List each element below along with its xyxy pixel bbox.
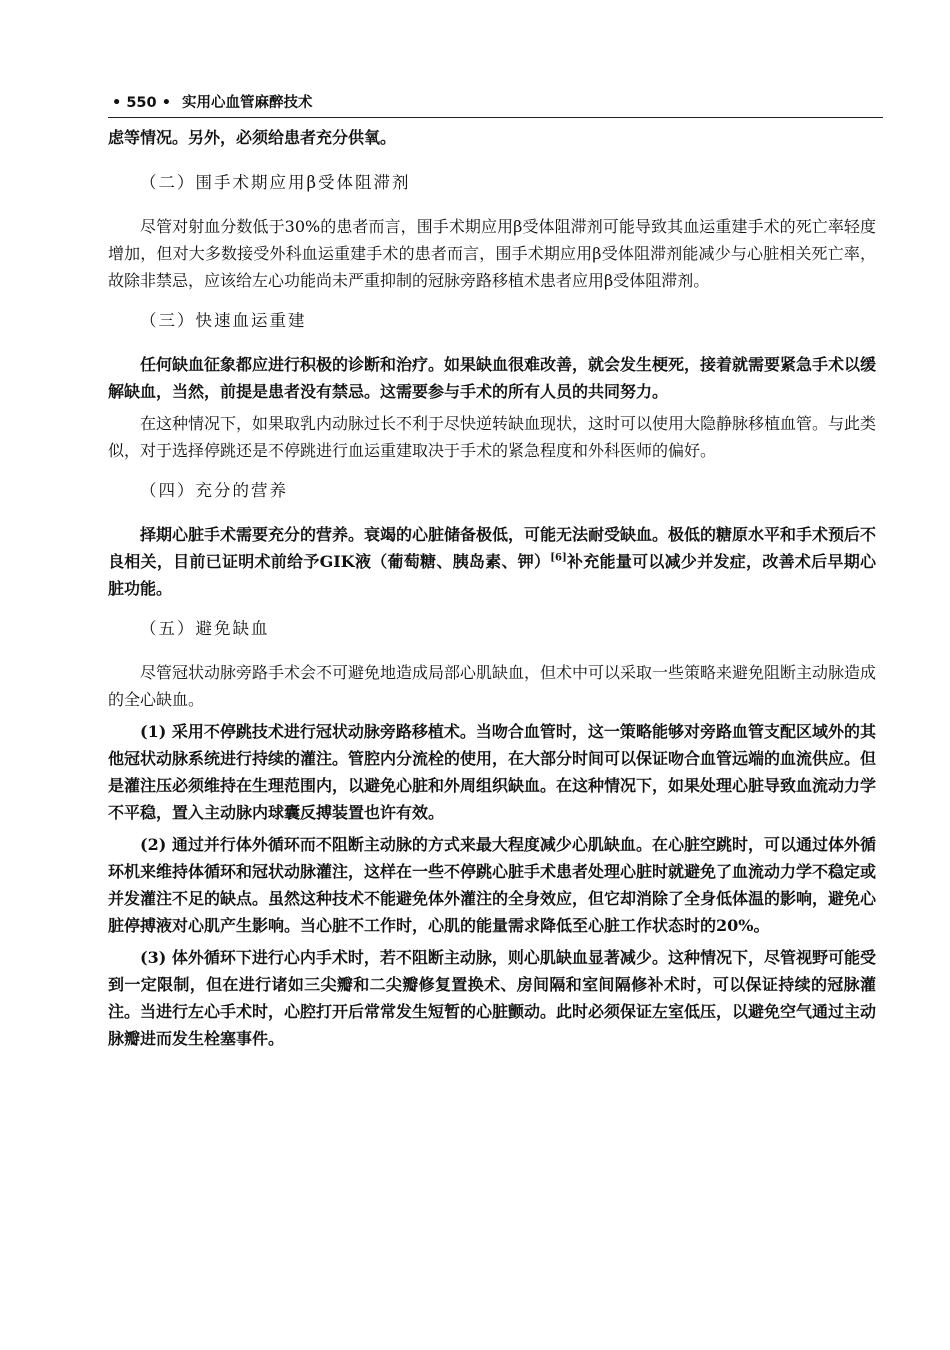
paragraph-item-1: (1) 采用不停跳技术进行冠状动脉旁路移植术。当吻合血管时，这一策略能够对旁路血管支配区域外的其他冠状动脉系统进行持续的灌注。管腔内分流栓的使用，在大部分时间可以保证吻合血管远端的血流供应。但是灌注压必须维持在生理范围内，以避免心脏和外周组织缺血。在这种情况下，如果处理心脏导致血流动力学不平稳，置入主动脉内球囊反搏装置也许有效。 bbox=[108, 722, 877, 822]
paragraph-item-3: (3) 体外循环下进行心内手术时，若不阻断主动脉，则心肌缺血显著减少。这种情况下，尽管视野可能受到一定限制，但在进行诸如三尖瓣和二尖瓣修复置换术、房间隔和室间隔修补术时，可以保证持续的冠脉灌注。当进行左心手术时，心腔打开后常常发生短暂的心脏颤动。此时必须保证左室低压，以避免空气通过主动脉瓣进而发生栓塞事件。 bbox=[108, 948, 877, 1048]
section-heading-3: （三）快速血运重建 bbox=[140, 311, 307, 330]
paragraph-ischemia-treatment: 任何缺血征象都应进行积极的诊断和治疗。如果缺血很难改善，就会发生梗死，接着就需要紧急手术以缓解缺血，当然，前提是患者没有禁忌。这需要参与手术的所有人员的共同努力。 bbox=[108, 355, 877, 401]
section-heading-5: （五）避免缺血 bbox=[140, 619, 270, 638]
bullet-right: • bbox=[161, 95, 171, 111]
page-number: 550 bbox=[126, 95, 157, 111]
section-heading-4: （四）充分的营养 bbox=[140, 481, 288, 500]
citation-ref: [6] bbox=[550, 552, 567, 564]
paragraph-item-2: (2) 通过并行体外循环而不阻断主动脉的方式来最大程度减少心肌缺血。在心脏空跳时，可以通过体外循环机来维持体循环和冠状动脉灌注，这样在一些不停跳心脏手术患者处理心脏时就避免了血流动力学不稳定或并发灌注不足的缺点。虽然这种技术不能避免体外灌注的全身效应，但它却消除了全身低体温的影响，避免心脏停搏液对心肌产生影响。当心脏不工作时，心肌的能量需求降低至心脏工作状态时的20%。 bbox=[108, 835, 877, 935]
running-header bbox=[112, 91, 882, 112]
page-body bbox=[108, 124, 876, 1057]
paragraph-nutrition bbox=[108, 521, 876, 602]
paragraph-beta-blockers: 尽管对射血分数低于30%的患者而言，围手术期应用β受体阻滞剂可能导致其血运重建手术的死亡率轻度增加，但对大多数接受外科血运重建手术的患者而言，围手术期应用β受体阻滞剂能减少与心脏相关死亡率，故除非禁忌，应该给左心功能尚未严重抑制的冠脉旁路移植术患者应用β受体阻滞剂。 bbox=[108, 217, 876, 290]
paragraph-vein-graft: 在这种情况下，如果取乳内动脉过长不利于尽快逆转缺血现状，这时可以使用大隐静脉移植血管。与此类似，对于选择停跳还是不停跳进行血运重建取决于手术的紧急程度和外科医师的偏好。 bbox=[108, 414, 877, 460]
header-rule bbox=[108, 117, 883, 118]
nutrition-text-a: 择期心脏手术需要充分的营养。衰竭的心脏储备极低，可能无法耐受缺血。极低的糖原水平和手术预后不良相关，目前已证明术前给予GIK液（葡萄糖、胰岛素、钾） bbox=[108, 525, 877, 571]
paragraph-avoid-ischemia: 尽管冠状动脉旁路手术会不可避免地造成局部心肌缺血，但术中可以采取一些策略来避免阻断主动脉造成的全心缺血。 bbox=[108, 663, 877, 709]
book-title: 实用心血管麻醉技术 bbox=[182, 95, 313, 111]
section-heading-2: （二）围手术期应用β受体阻滞剂 bbox=[140, 173, 411, 192]
paragraph-continuation: 虑等情况。另外，必须给患者充分供氧。 bbox=[108, 128, 397, 147]
nutrition-text-b: 补充能量可以减少并发症，改善术后早期心脏功能。 bbox=[108, 552, 876, 598]
bullet-left: • bbox=[112, 95, 122, 111]
